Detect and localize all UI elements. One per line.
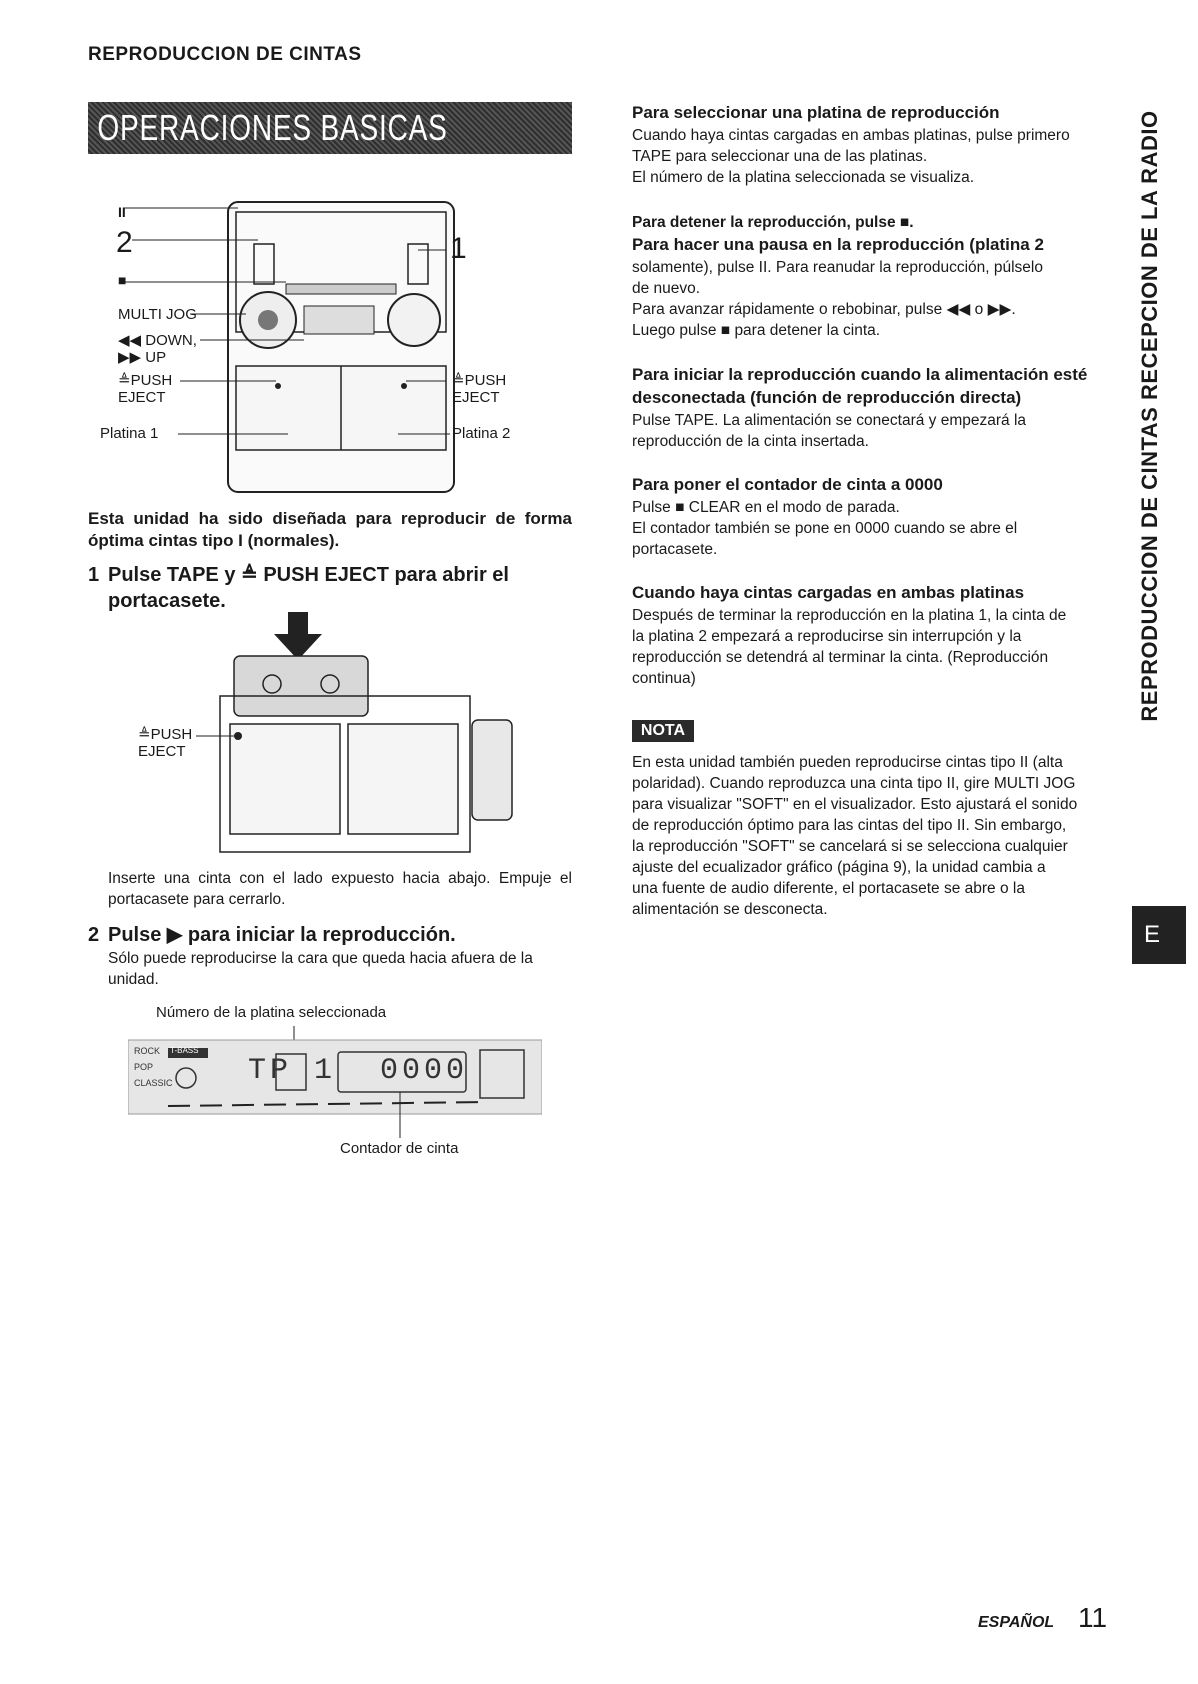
fig2-push-label: ≜PUSH — [138, 726, 193, 743]
open-deck — [230, 724, 340, 834]
label-stop: ■ — [118, 272, 127, 288]
push-eject-dot — [234, 732, 242, 740]
label-multi-jog: MULTI JOG — [118, 306, 197, 323]
lcd-pop: POP — [134, 1062, 154, 1072]
label-platina1: Platina 1 — [100, 425, 159, 442]
label-pause: II — [118, 204, 126, 220]
s5-heading: Cuando haya cintas cargadas en ambas platinas — [632, 583, 1025, 602]
lcd-readout: TP 1 0000 — [248, 1054, 469, 1088]
s3-heading-line1: Para iniciar la reproducción cuando la alimentación esté — [632, 365, 1088, 384]
s4-line1: Pulse ■ CLEAR en el modo de parada. — [632, 499, 900, 516]
s4-line2: El contador también se pone en 0000 cuando se abre el — [632, 520, 1018, 537]
insert-arrow — [274, 612, 322, 660]
unit-buttons — [304, 306, 374, 334]
nota-badge: NOTA — [632, 720, 694, 742]
s2-line2: Para hacer una pausa en la reproducción (platina 2 — [632, 235, 1044, 254]
nota-line1: En esta unidad también pueden reproducirse cintas tipo II (alta — [632, 754, 1063, 771]
deck2-eject-dot — [401, 383, 407, 389]
cassette-tape — [234, 656, 368, 716]
s5-line4: continua) — [632, 670, 696, 687]
cassette-insert-diagram — [138, 612, 538, 858]
deck1-eject-dot — [275, 383, 281, 389]
label-down: ◀◀ DOWN, — [118, 332, 197, 349]
intro-text: Esta unidad ha sido diseñada para reproducir de forma óptima cintas tipo I (normales). — [88, 509, 572, 550]
stereo-unit-diagram — [108, 196, 578, 506]
s4-heading: Para poner el contador de cinta a 0000 — [632, 475, 943, 494]
side-section-text: REPRODUCCION DE CINTAS RECEPCION DE LA RADIO — [1137, 110, 1162, 722]
multi-jog-center — [258, 310, 278, 330]
label-two: 2 — [116, 226, 133, 259]
nota-line4: de reproducción óptimo para las cintas del tipo II. Sin embargo, — [632, 817, 1067, 834]
label-eject-right: EJECT — [452, 389, 500, 406]
lcd-tbass: T-BASS — [170, 1046, 199, 1055]
page-banner — [88, 102, 572, 154]
s2-line5: Para avanzar rápidamente o rebobinar, pulse ◀◀ o ▶▶. — [632, 301, 1016, 318]
nota-line2: polaridad). Cuando reproduzca una cinta tipo II, gire MULTI JOG — [632, 775, 1076, 792]
step2-description: Sólo puede reproducirse la cara que queda hacia afuera de la unidad. — [108, 950, 533, 988]
s5-line1: Después de terminar la reproducción en la platina 1, la cinta de — [632, 607, 1067, 624]
section-title: REPRODUCCION DE CINTAS — [88, 44, 362, 65]
nota-line8: alimentación se desconecta. — [632, 901, 828, 918]
nota-line5: la reproducción "SOFT" se cancelará si se selecciona cualquier — [632, 838, 1068, 855]
s1-line1: Cuando haya cintas cargadas en ambas platinas, pulse primero — [632, 127, 1070, 144]
s3-line1: Pulse TAPE. La alimentación se conectará y empezará la — [632, 412, 1027, 429]
s2-line6: Luego pulse ■ para detener la cinta. — [632, 322, 881, 339]
unit-slot — [286, 284, 396, 294]
s1-line2: TAPE para seleccionar una de las platinas. — [632, 148, 928, 165]
s2-line1: Para detener la reproducción, pulse ■. — [632, 214, 914, 231]
lcd-rock: ROCK — [134, 1046, 161, 1056]
label-one: 1 — [450, 232, 467, 265]
speaker-side — [472, 720, 512, 820]
s1-heading: Para seleccionar una platina de reproducción — [632, 103, 1000, 122]
page-number: 11 — [1078, 1602, 1108, 1633]
side-section-tab — [1128, 96, 1172, 736]
nota-line7: una fuente de audio diferente, el portacasete se abre o la — [632, 880, 1025, 897]
banner-title: OPERACIONES BASICAS — [97, 107, 448, 148]
language-tab: E — [1132, 906, 1186, 964]
s4-line3: portacasete. — [632, 541, 718, 558]
s3-line2: reproducción de la cinta insertada. — [632, 433, 869, 450]
nota-line6: ajuste del ecualizador gráfico (página 9), la unidad cambia a — [632, 859, 1046, 876]
s1-line3: El número de la platina seleccionada se visualiza. — [632, 169, 975, 186]
step2-text: Pulse ▶ para iniciar la reproducción. — [108, 924, 456, 946]
step1-number: 1 — [88, 564, 100, 586]
label-push-left: ≜PUSH — [118, 372, 173, 389]
s3-heading-line2: desconectada (función de reproducción directa) — [632, 388, 1022, 407]
lcd-classic: CLASSIC — [134, 1078, 173, 1088]
s5-line2: la platina 2 empezará a reproducirse sin interrupción y la — [632, 628, 1022, 645]
label-push-right: ≜PUSH — [452, 372, 507, 389]
display-counter-label: Contador de cinta — [340, 1140, 459, 1157]
step2-number: 2 — [88, 924, 100, 946]
fig2-eject-label: EJECT — [138, 743, 186, 760]
label-up: ▶▶ UP — [118, 349, 167, 366]
label-platina2: Platina 2 — [452, 425, 511, 442]
label-eject-left: EJECT — [118, 389, 166, 406]
insert-instructions: Inserte una cinta con el lado expuesto hacia abajo. Empuje el portacasete para cerrarlo. — [108, 870, 572, 908]
s5-line3: reproducción se detendrá al terminar la cinta. (Reproducción — [632, 649, 1049, 666]
footer-language: ESPAÑOL — [978, 1614, 1055, 1631]
display-deck-number-label: Número de la platina seleccionada — [156, 1004, 387, 1021]
closed-deck — [348, 724, 458, 834]
step1-text: Pulse TAPE y ≜ PUSH EJECT para abrir el portacasete. — [108, 564, 509, 612]
s2-line3: solamente), pulse II. Para reanudar la reproducción, púlselo — [632, 259, 1043, 276]
volume-knob — [388, 294, 440, 346]
s2-line4: de nuevo. — [632, 280, 701, 297]
nota-line3: para visualizar "SOFT" en el visualizador. Esto ajustará el sonido — [632, 796, 1078, 813]
